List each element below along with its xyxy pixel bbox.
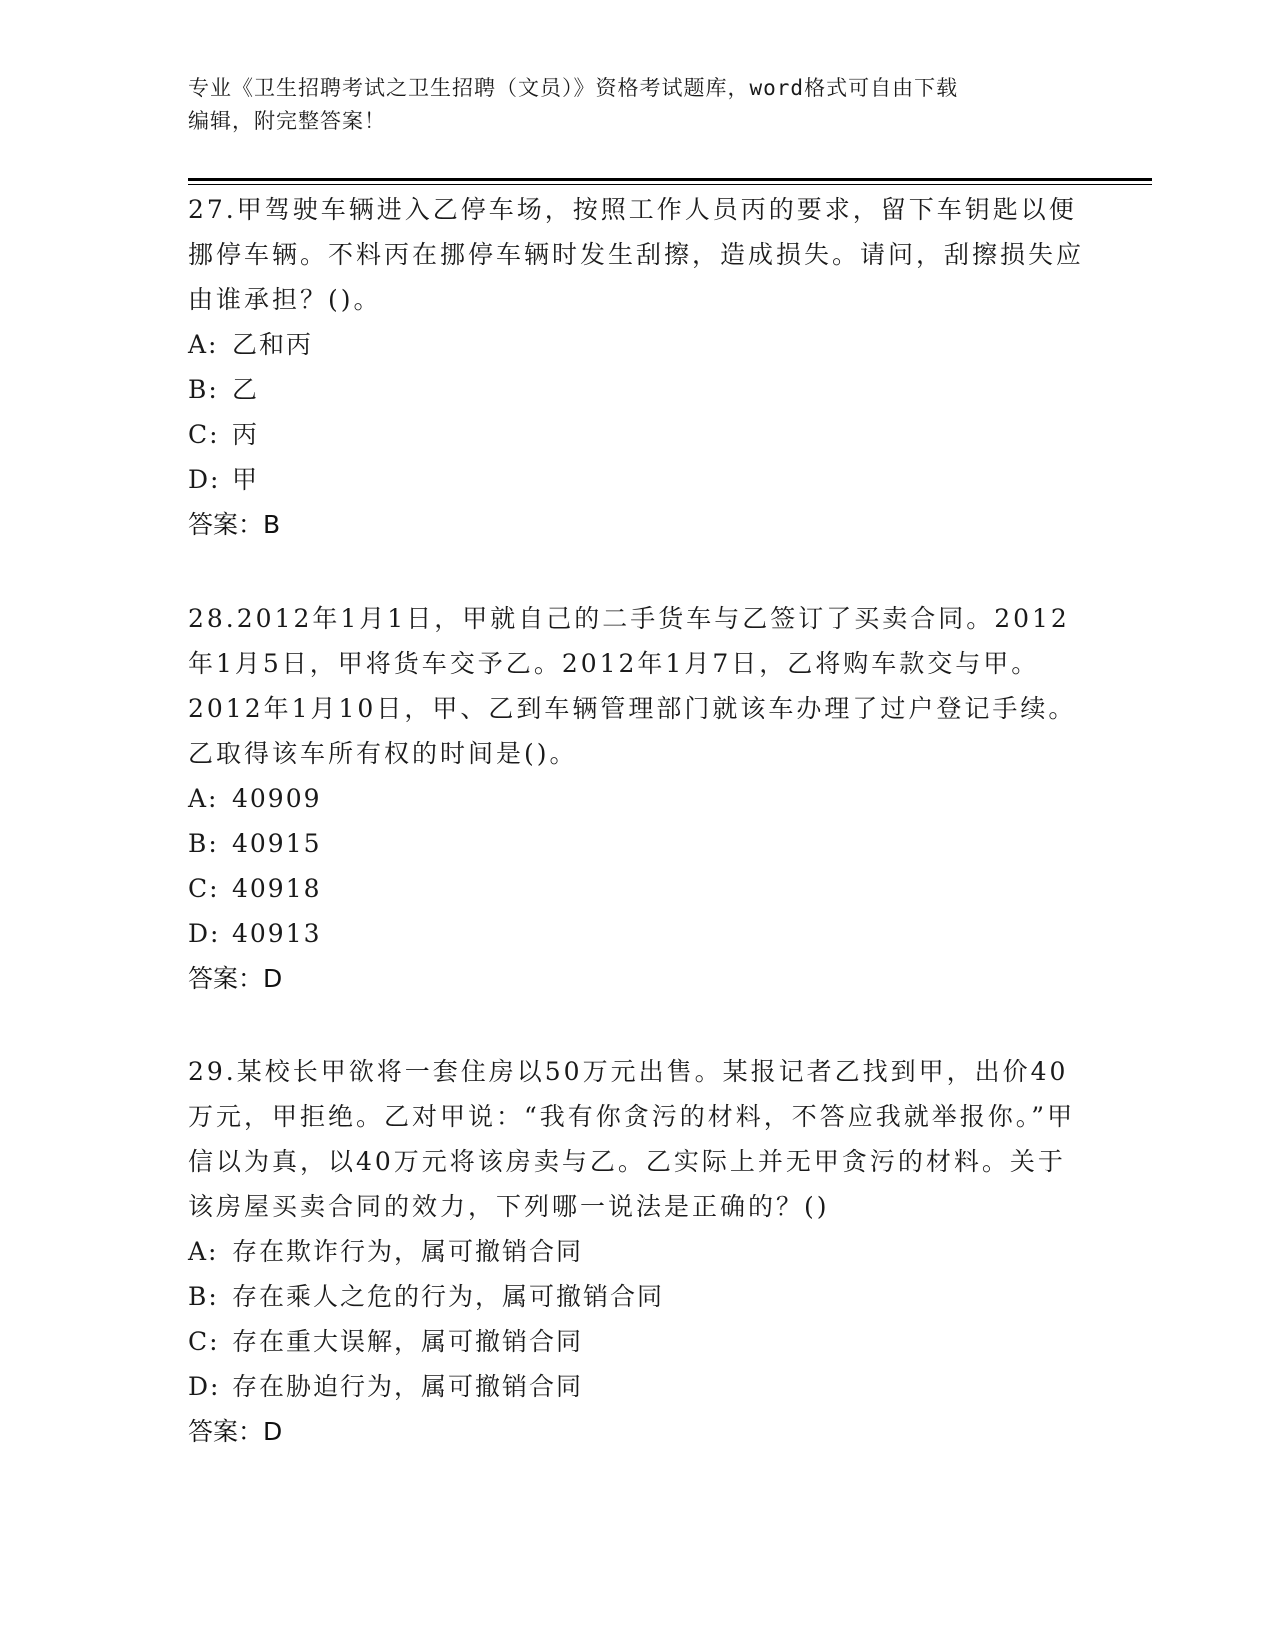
option-b [188, 1274, 1088, 1319]
option-text: 40909 [232, 784, 322, 813]
option-text: 40913 [232, 919, 322, 948]
header-divider-thin [188, 184, 1152, 185]
option-letter: C: [188, 874, 220, 903]
document-header [188, 72, 1068, 138]
option-letter: C: [188, 1327, 220, 1356]
option-a [188, 776, 1088, 821]
option-text: 乙和丙 [232, 330, 314, 359]
header-divider-thick [188, 178, 1152, 181]
option-letter: B: [188, 375, 219, 404]
option-text: 存在胁迫行为，属可撤销合同 [232, 1372, 584, 1401]
header-line-1: 专业《卫生招聘考试之卫生招聘（文员）》资格考试题库，word格式可自由下载 [188, 76, 959, 100]
option-c [188, 412, 1088, 457]
option-letter: A: [188, 784, 219, 813]
answer-label: 答案：B [188, 510, 281, 539]
option-b [188, 821, 1088, 866]
option-text: 存在重大误解，属可撤销合同 [232, 1327, 584, 1356]
option-text: 甲 [232, 465, 260, 494]
option-c [188, 866, 1088, 911]
answer-label: 答案：D [188, 964, 283, 993]
option-text: 丙 [232, 420, 260, 449]
option-letter: B: [188, 829, 219, 858]
question-27 [188, 187, 1088, 548]
option-d [188, 457, 1088, 502]
option-a [188, 1229, 1088, 1274]
option-text: 40918 [232, 874, 322, 903]
option-d [188, 911, 1088, 956]
option-text: 存在欺诈行为，属可撤销合同 [232, 1237, 584, 1266]
question-29 [188, 1049, 1088, 1455]
option-text: 40915 [232, 829, 322, 858]
option-letter: C: [188, 420, 220, 449]
answer-label: 答案：D [188, 1417, 283, 1446]
question-stem: 29.某校长甲欲将一套住房以50万元出售。某报记者乙找到甲，出价40万元，甲拒绝。乙对甲说：“我有你贪污的材料，不答应我就举报你。”甲信以为真，以40万元将该房卖与乙。乙实际上并无甲贪污的材料。关于该房屋买卖合同的效力，下列哪一说法是正确的？() [188, 1057, 1076, 1221]
option-letter: A: [188, 1237, 219, 1266]
option-a [188, 322, 1088, 367]
question-stem: 27.甲驾驶车辆进入乙停车场，按照工作人员丙的要求，留下车钥匙以便挪停车辆。不料丙在挪停车辆时发生刮擦，造成损失。请问，刮擦损失应由谁承担？()。 [188, 195, 1085, 314]
option-letter: D: [188, 1372, 221, 1401]
option-letter: B: [188, 1282, 219, 1311]
question-28 [188, 596, 1088, 1002]
option-letter: A: [188, 330, 219, 359]
option-text: 存在乘人之危的行为，属可撤销合同 [232, 1282, 665, 1311]
option-c [188, 1319, 1088, 1364]
option-letter: D: [188, 919, 221, 948]
header-line-2: 编辑，附完整答案！ [188, 109, 386, 133]
option-b [188, 367, 1088, 412]
option-letter: D: [188, 465, 221, 494]
option-text: 乙 [232, 375, 260, 404]
question-stem: 28.2012年1月1日，甲就自己的二手货车与乙签订了买卖合同。2012年1月5日，甲将货车交予乙。2012年1月7日，乙将购车款交与甲。2012年1月10日，甲、乙到车辆管理部门就该车办理了过户登记手续。乙取得该车所有权的时间是()。 [188, 604, 1077, 768]
option-d [188, 1364, 1088, 1409]
